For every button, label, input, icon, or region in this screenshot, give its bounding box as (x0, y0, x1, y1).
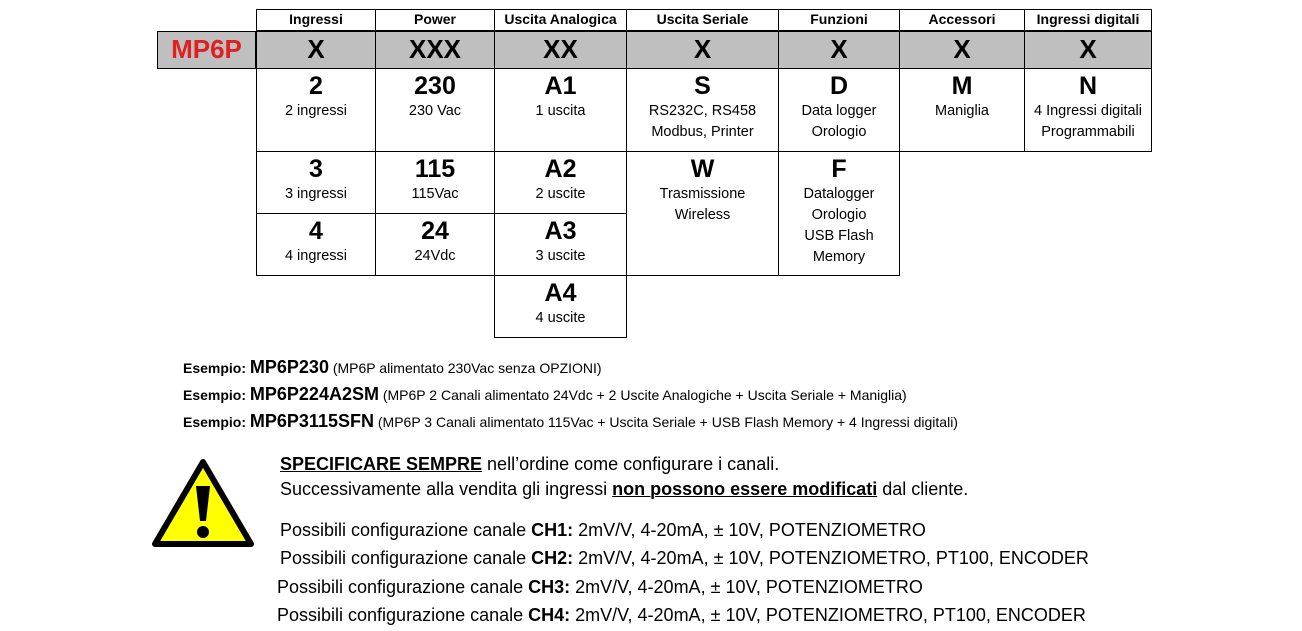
example-3 (183, 411, 958, 432)
option-desc: 115Vac (411, 186, 459, 202)
option-code: A3 (544, 217, 577, 245)
example-code: MP6P230 (249, 357, 329, 377)
option-analogica-a3 (494, 213, 627, 276)
option-desc: 4 Ingressi digitali (1034, 103, 1142, 119)
option-code: N (1078, 72, 1098, 100)
option-desc: Data logger (801, 103, 877, 119)
example-2 (183, 384, 907, 405)
option-digitali-n (1024, 68, 1152, 152)
notice-text: nell’ordine come configurare i canali. (482, 454, 780, 474)
header-uscita-seriale: Uscita Seriale (626, 9, 779, 31)
example-label: Esempio: (183, 360, 247, 376)
example-code: MP6P3115SFN (249, 411, 374, 431)
channel-prefix: Possibili configurazione canale (280, 548, 532, 568)
option-desc: 4 uscite (535, 310, 586, 326)
example-1 (183, 357, 602, 378)
header-uscita-analogica: Uscita Analogica (494, 9, 627, 31)
placeholder-uscita-seriale: X (626, 31, 779, 69)
channel-config-ch2 (280, 547, 1089, 569)
option-code: M (951, 72, 973, 100)
option-funzioni-d (778, 68, 900, 152)
option-code: 230 (414, 72, 456, 100)
example-desc: (MP6P 3 Canali alimentato 115Vac + Uscita Seriale + USB Flash Memory + 4 Ingressi digitali) (377, 414, 958, 430)
option-desc: 2 uscite (535, 186, 586, 202)
placeholder-ingressi: X (256, 31, 376, 69)
model-brand: MP6P (157, 31, 256, 69)
channel-id: CH3: (528, 577, 571, 597)
option-desc: 1 uscita (535, 103, 586, 119)
option-code: 2 (309, 72, 323, 100)
option-code: D (829, 72, 849, 100)
channel-config-ch1 (280, 519, 926, 541)
option-power-115 (375, 151, 495, 214)
option-analogica-a2 (494, 151, 627, 214)
channel-config-ch4 (277, 604, 1086, 626)
channel-options: 2mV/V, 4-20mA, ± 10V, POTENZIOMETRO, PT100, ENCODER (570, 605, 1086, 625)
option-code: 24 (421, 217, 449, 245)
option-analogica-a4 (494, 275, 627, 338)
option-code: A4 (544, 279, 577, 307)
option-ingressi-3 (256, 151, 376, 214)
channel-config-ch3 (277, 576, 923, 598)
option-desc: Maniglia (935, 103, 989, 119)
header-power: Power (375, 9, 495, 31)
example-code: MP6P224A2SM (249, 384, 379, 404)
placeholder-uscita-analogica: XX (494, 31, 627, 69)
example-label: Esempio: (183, 387, 247, 403)
channel-options: 2mV/V, 4-20mA, ± 10V, POTENZIOMETRO (573, 520, 926, 540)
option-desc: 2 ingressi (284, 103, 348, 119)
header-funzioni: Funzioni (778, 9, 900, 31)
option-desc: Programmabili (1041, 124, 1135, 140)
option-seriale-w (626, 151, 779, 276)
option-power-24 (375, 213, 495, 276)
example-label: Esempio: (183, 414, 247, 430)
option-accessori-m (899, 68, 1025, 152)
option-desc: USB Flash (804, 228, 874, 244)
channel-options: 2mV/V, 4-20mA, ± 10V, POTENZIOMETRO, PT100, ENCODER (573, 548, 1089, 568)
option-power-230 (375, 68, 495, 152)
option-seriale-s (626, 68, 779, 152)
option-ingressi-4 (256, 213, 376, 276)
header-ingressi: Ingressi (256, 9, 376, 31)
option-code: 3 (309, 155, 323, 183)
channel-id: CH2: (531, 548, 574, 568)
option-code: A2 (544, 155, 577, 183)
option-code: A1 (544, 72, 577, 100)
channel-prefix: Possibili configurazione canale (277, 605, 529, 625)
notice-bold: non possono essere modificati (612, 479, 878, 499)
placeholder-power: XXX (375, 31, 495, 69)
option-desc: Datalogger (803, 186, 875, 202)
option-desc: Wireless (674, 207, 731, 223)
option-desc: 3 ingressi (284, 186, 348, 202)
option-desc: Memory (812, 249, 866, 265)
channel-options: 2mV/V, 4-20mA, ± 10V, POTENZIOMETRO (570, 577, 923, 597)
placeholder-ingressi-digitali: X (1024, 31, 1152, 69)
notice-bold: SPECIFICARE SEMPRE (280, 454, 483, 474)
example-desc: (MP6P alimentato 230Vac senza OPZIONI) (332, 360, 602, 376)
option-code: S (694, 72, 711, 100)
option-desc: Orologio (811, 207, 867, 223)
option-code: 115 (414, 155, 456, 183)
option-code: W (690, 155, 715, 183)
option-desc: 230 Vac (408, 103, 462, 119)
warning-icon (151, 458, 255, 548)
option-analogica-a1 (494, 68, 627, 152)
notice-line-1 (280, 453, 779, 475)
option-desc: 3 uscite (535, 248, 586, 264)
channel-prefix: Possibili configurazione canale (277, 577, 529, 597)
option-code: F (831, 155, 847, 183)
option-desc: Modbus, Printer (651, 124, 754, 140)
option-desc: 24Vdc (414, 248, 456, 264)
option-funzioni-f (778, 151, 900, 276)
notice-text: Successivamente alla vendita gli ingressi (280, 479, 613, 499)
channel-id: CH1: (531, 520, 574, 540)
header-accessori: Accessori (899, 9, 1025, 31)
placeholder-accessori: X (899, 31, 1025, 69)
channel-prefix: Possibili configurazione canale (280, 520, 532, 540)
notice-line-2 (280, 478, 968, 500)
channel-id: CH4: (528, 605, 571, 625)
header-ingressi-digitali: Ingressi digitali (1024, 9, 1152, 31)
notice-text: dal cliente. (877, 479, 969, 499)
option-code: 4 (309, 217, 323, 245)
option-ingressi-2 (256, 68, 376, 152)
option-desc: 4 ingressi (284, 248, 348, 264)
placeholder-funzioni: X (778, 31, 900, 69)
example-desc: (MP6P 2 Canali alimentato 24Vdc + 2 Uscite Analogiche + Uscita Seriale + Maniglia) (382, 387, 907, 403)
option-desc: RS232C, RS458 (648, 103, 757, 119)
option-desc: Trasmissione (659, 186, 746, 202)
option-desc: Orologio (811, 124, 867, 140)
